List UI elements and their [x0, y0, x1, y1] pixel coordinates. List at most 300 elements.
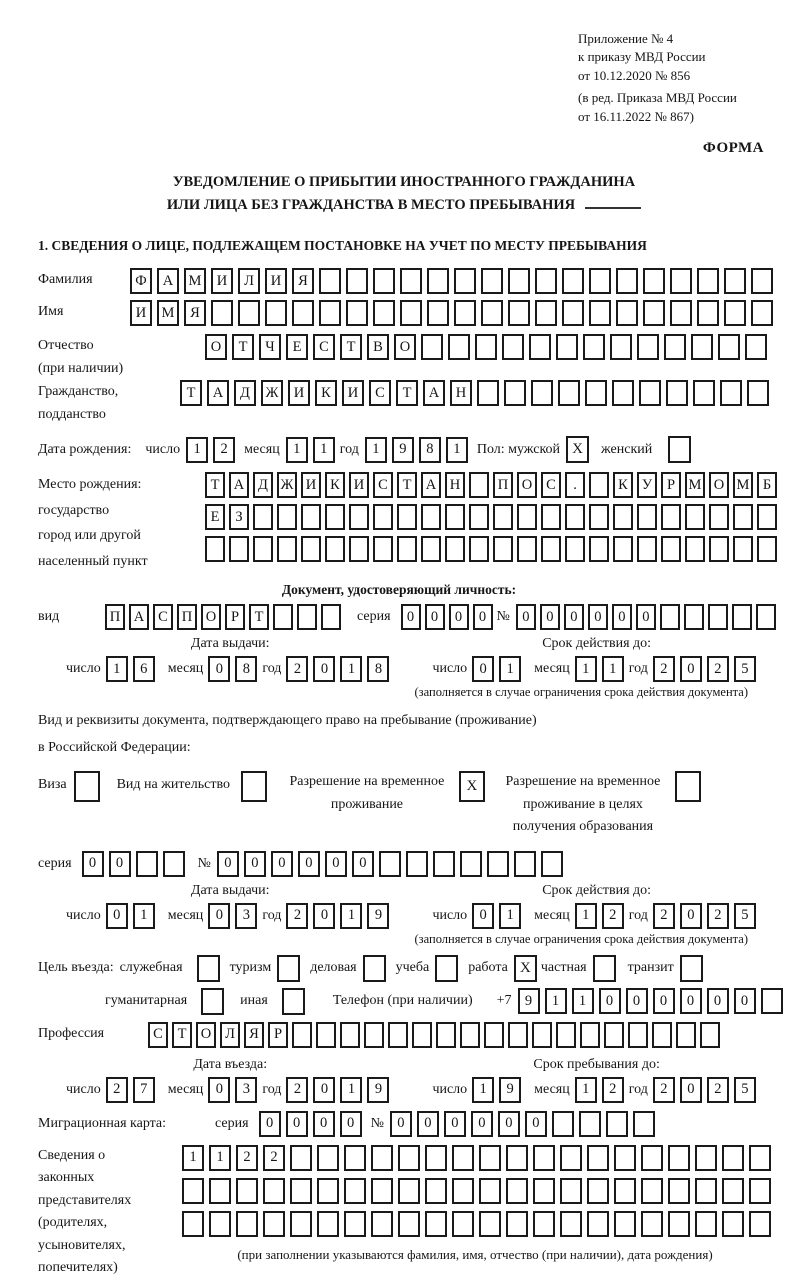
char-cell[interactable]: 1: [472, 1077, 494, 1103]
char-cell[interactable]: [517, 536, 537, 562]
char-cell[interactable]: [493, 536, 513, 562]
char-cell[interactable]: [290, 1178, 312, 1204]
char-cell[interactable]: [379, 851, 401, 877]
char-cell[interactable]: [397, 536, 417, 562]
char-cell[interactable]: [321, 604, 341, 630]
char-cell[interactable]: 9: [367, 903, 389, 929]
char-cell[interactable]: [613, 536, 633, 562]
char-cell[interactable]: 0: [653, 988, 675, 1014]
char-cell[interactable]: 0: [472, 903, 494, 929]
char-cell[interactable]: 1: [499, 903, 521, 929]
char-cell[interactable]: К: [325, 472, 345, 498]
char-cell[interactable]: [666, 380, 688, 406]
char-cell[interactable]: [541, 536, 561, 562]
char-cell[interactable]: 0: [540, 604, 560, 630]
purpose-transit-checkbox[interactable]: [680, 955, 703, 982]
char-cell[interactable]: [676, 1022, 696, 1048]
char-cell[interactable]: [506, 1211, 528, 1237]
char-cell[interactable]: Я: [184, 300, 206, 326]
char-cell[interactable]: [633, 1111, 655, 1137]
purpose-commercial-checkbox[interactable]: [363, 955, 386, 982]
char-cell[interactable]: [425, 1145, 447, 1171]
char-cell[interactable]: [373, 268, 395, 294]
char-cell[interactable]: 0: [313, 1111, 335, 1137]
char-cell[interactable]: Ч: [259, 334, 281, 360]
char-cell[interactable]: [508, 300, 530, 326]
char-cell[interactable]: 5: [734, 903, 756, 929]
char-cell[interactable]: 9: [499, 1077, 521, 1103]
char-cell[interactable]: [616, 300, 638, 326]
char-cell[interactable]: О: [517, 472, 537, 498]
char-cell[interactable]: Т: [232, 334, 254, 360]
char-cell[interactable]: 0: [417, 1111, 439, 1137]
char-cell[interactable]: [277, 536, 297, 562]
char-cell[interactable]: [720, 380, 742, 406]
char-cell[interactable]: [364, 1022, 384, 1048]
char-cell[interactable]: [585, 380, 607, 406]
char-cell[interactable]: 1: [286, 437, 308, 463]
char-cell[interactable]: [580, 1022, 600, 1048]
char-cell[interactable]: И: [211, 268, 233, 294]
char-cell[interactable]: 0: [588, 604, 608, 630]
char-cell[interactable]: [346, 300, 368, 326]
char-cell[interactable]: [587, 1178, 609, 1204]
char-cell[interactable]: [756, 604, 776, 630]
char-cell[interactable]: К: [613, 472, 633, 498]
char-cell[interactable]: [751, 268, 773, 294]
char-cell[interactable]: [481, 268, 503, 294]
char-cell[interactable]: [388, 1022, 408, 1048]
char-cell[interactable]: [637, 536, 657, 562]
char-cell[interactable]: Т: [340, 334, 362, 360]
char-cell[interactable]: [301, 504, 321, 530]
char-cell[interactable]: [425, 1211, 447, 1237]
char-cell[interactable]: [236, 1211, 258, 1237]
char-cell[interactable]: 0: [208, 1077, 230, 1103]
char-cell[interactable]: 2: [707, 903, 729, 929]
char-cell[interactable]: [344, 1145, 366, 1171]
char-cell[interactable]: 0: [340, 1111, 362, 1137]
char-cell[interactable]: [529, 334, 551, 360]
char-cell[interactable]: [589, 300, 611, 326]
char-cell[interactable]: [325, 536, 345, 562]
char-cell[interactable]: [484, 1022, 504, 1048]
char-cell[interactable]: В: [367, 334, 389, 360]
char-cell[interactable]: [533, 1211, 555, 1237]
char-cell[interactable]: Д: [234, 380, 256, 406]
char-cell[interactable]: Р: [661, 472, 681, 498]
char-cell[interactable]: [637, 504, 657, 530]
char-cell[interactable]: 0: [680, 988, 702, 1014]
char-cell[interactable]: Е: [286, 334, 308, 360]
char-cell[interactable]: 0: [313, 903, 335, 929]
purpose-study-checkbox[interactable]: [435, 955, 458, 982]
char-cell[interactable]: 2: [602, 1077, 624, 1103]
char-cell[interactable]: [693, 380, 715, 406]
char-cell[interactable]: [277, 504, 297, 530]
char-cell[interactable]: [639, 380, 661, 406]
char-cell[interactable]: [479, 1178, 501, 1204]
char-cell[interactable]: [263, 1211, 285, 1237]
char-cell[interactable]: [614, 1211, 636, 1237]
char-cell[interactable]: [643, 268, 665, 294]
char-cell[interactable]: [558, 380, 580, 406]
char-cell[interactable]: [229, 536, 249, 562]
char-cell[interactable]: 0: [313, 656, 335, 682]
char-cell[interactable]: [660, 604, 680, 630]
char-cell[interactable]: [614, 1178, 636, 1204]
char-cell[interactable]: [344, 1178, 366, 1204]
char-cell[interactable]: Т: [397, 472, 417, 498]
char-cell[interactable]: [670, 300, 692, 326]
char-cell[interactable]: [371, 1145, 393, 1171]
char-cell[interactable]: [427, 300, 449, 326]
char-cell[interactable]: [724, 268, 746, 294]
char-cell[interactable]: Я: [292, 268, 314, 294]
char-cell[interactable]: Ж: [261, 380, 283, 406]
char-cell[interactable]: [346, 268, 368, 294]
char-cell[interactable]: [562, 268, 584, 294]
char-cell[interactable]: 0: [498, 1111, 520, 1137]
char-cell[interactable]: 1: [572, 988, 594, 1014]
char-cell[interactable]: [643, 300, 665, 326]
char-cell[interactable]: 3: [235, 903, 257, 929]
char-cell[interactable]: 0: [680, 903, 702, 929]
char-cell[interactable]: 0: [626, 988, 648, 1014]
char-cell[interactable]: [371, 1211, 393, 1237]
char-cell[interactable]: [751, 300, 773, 326]
char-cell[interactable]: [637, 334, 659, 360]
char-cell[interactable]: [317, 1211, 339, 1237]
char-cell[interactable]: 1: [365, 437, 387, 463]
char-cell[interactable]: [757, 536, 777, 562]
char-cell[interactable]: [273, 604, 293, 630]
char-cell[interactable]: [421, 334, 443, 360]
char-cell[interactable]: [319, 300, 341, 326]
char-cell[interactable]: [253, 504, 273, 530]
char-cell[interactable]: Т: [205, 472, 225, 498]
char-cell[interactable]: 0: [208, 656, 230, 682]
char-cell[interactable]: [292, 1022, 312, 1048]
char-cell[interactable]: [535, 300, 557, 326]
char-cell[interactable]: [340, 1022, 360, 1048]
char-cell[interactable]: [373, 504, 393, 530]
char-cell[interactable]: 3: [235, 1077, 257, 1103]
char-cell[interactable]: [589, 536, 609, 562]
char-cell[interactable]: [556, 1022, 576, 1048]
char-cell[interactable]: 0: [680, 656, 702, 682]
char-cell[interactable]: [479, 1211, 501, 1237]
char-cell[interactable]: [398, 1211, 420, 1237]
char-cell[interactable]: [641, 1178, 663, 1204]
char-cell[interactable]: [421, 504, 441, 530]
char-cell[interactable]: [398, 1145, 420, 1171]
residence-permit-checkbox[interactable]: [241, 771, 267, 802]
char-cell[interactable]: 1: [575, 1077, 597, 1103]
char-cell[interactable]: 0: [271, 851, 293, 877]
char-cell[interactable]: 0: [636, 604, 656, 630]
char-cell[interactable]: 0: [286, 1111, 308, 1137]
char-cell[interactable]: С: [313, 334, 335, 360]
char-cell[interactable]: 0: [599, 988, 621, 1014]
char-cell[interactable]: П: [177, 604, 197, 630]
char-cell[interactable]: [506, 1178, 528, 1204]
char-cell[interactable]: [292, 300, 314, 326]
char-cell[interactable]: 2: [653, 903, 675, 929]
char-cell[interactable]: 0: [707, 988, 729, 1014]
char-cell[interactable]: 6: [133, 656, 155, 682]
char-cell[interactable]: 2: [707, 656, 729, 682]
char-cell[interactable]: У: [637, 472, 657, 498]
char-cell[interactable]: [670, 268, 692, 294]
char-cell[interactable]: [709, 536, 729, 562]
char-cell[interactable]: Е: [205, 504, 225, 530]
char-cell[interactable]: И: [301, 472, 321, 498]
char-cell[interactable]: 0: [444, 1111, 466, 1137]
char-cell[interactable]: [613, 504, 633, 530]
char-cell[interactable]: [685, 504, 705, 530]
char-cell[interactable]: [398, 1178, 420, 1204]
char-cell[interactable]: [732, 604, 752, 630]
char-cell[interactable]: [236, 1178, 258, 1204]
char-cell[interactable]: [263, 1178, 285, 1204]
char-cell[interactable]: [319, 268, 341, 294]
char-cell[interactable]: Л: [238, 268, 260, 294]
char-cell[interactable]: М: [685, 472, 705, 498]
char-cell[interactable]: [373, 536, 393, 562]
char-cell[interactable]: 1: [575, 903, 597, 929]
char-cell[interactable]: 1: [186, 437, 208, 463]
char-cell[interactable]: И: [342, 380, 364, 406]
char-cell[interactable]: [668, 1211, 690, 1237]
char-cell[interactable]: [722, 1178, 744, 1204]
char-cell[interactable]: 0: [564, 604, 584, 630]
char-cell[interactable]: 0: [325, 851, 347, 877]
char-cell[interactable]: А: [207, 380, 229, 406]
char-cell[interactable]: 1: [499, 656, 521, 682]
char-cell[interactable]: [587, 1211, 609, 1237]
char-cell[interactable]: И: [130, 300, 152, 326]
char-cell[interactable]: [421, 536, 441, 562]
char-cell[interactable]: 0: [472, 656, 494, 682]
char-cell[interactable]: Я: [244, 1022, 264, 1048]
char-cell[interactable]: [695, 1211, 717, 1237]
char-cell[interactable]: [433, 851, 455, 877]
char-cell[interactable]: [397, 504, 417, 530]
char-cell[interactable]: [475, 334, 497, 360]
char-cell[interactable]: [454, 268, 476, 294]
char-cell[interactable]: [745, 334, 767, 360]
char-cell[interactable]: [606, 1111, 628, 1137]
char-cell[interactable]: Н: [450, 380, 472, 406]
char-cell[interactable]: [508, 268, 530, 294]
char-cell[interactable]: 1: [575, 656, 597, 682]
char-cell[interactable]: 8: [235, 656, 257, 682]
char-cell[interactable]: [504, 380, 526, 406]
char-cell[interactable]: [589, 472, 609, 498]
char-cell[interactable]: [445, 504, 465, 530]
char-cell[interactable]: [685, 536, 705, 562]
char-cell[interactable]: 0: [525, 1111, 547, 1137]
purpose-other-checkbox[interactable]: [282, 988, 305, 1015]
char-cell[interactable]: 2: [286, 1077, 308, 1103]
char-cell[interactable]: 1: [133, 903, 155, 929]
char-cell[interactable]: [761, 988, 783, 1014]
char-cell[interactable]: 5: [734, 1077, 756, 1103]
char-cell[interactable]: И: [288, 380, 310, 406]
char-cell[interactable]: [205, 536, 225, 562]
char-cell[interactable]: [708, 604, 728, 630]
char-cell[interactable]: [541, 851, 563, 877]
char-cell[interactable]: [733, 504, 753, 530]
char-cell[interactable]: [325, 504, 345, 530]
char-cell[interactable]: [209, 1211, 231, 1237]
char-cell[interactable]: 0: [471, 1111, 493, 1137]
char-cell[interactable]: [652, 1022, 672, 1048]
char-cell[interactable]: [695, 1178, 717, 1204]
char-cell[interactable]: [317, 1145, 339, 1171]
char-cell[interactable]: [749, 1178, 771, 1204]
purpose-tourism-checkbox[interactable]: [277, 955, 300, 982]
char-cell[interactable]: 8: [367, 656, 389, 682]
temp-residence-education-checkbox[interactable]: [675, 771, 701, 802]
purpose-work-checkbox[interactable]: X: [514, 955, 537, 982]
char-cell[interactable]: [469, 504, 489, 530]
char-cell[interactable]: [684, 604, 704, 630]
char-cell[interactable]: [616, 268, 638, 294]
char-cell[interactable]: 2: [286, 656, 308, 682]
char-cell[interactable]: [604, 1022, 624, 1048]
char-cell[interactable]: А: [421, 472, 441, 498]
purpose-humanitarian-checkbox[interactable]: [201, 988, 224, 1015]
char-cell[interactable]: [406, 851, 428, 877]
char-cell[interactable]: [371, 1178, 393, 1204]
char-cell[interactable]: [452, 1211, 474, 1237]
char-cell[interactable]: 0: [298, 851, 320, 877]
char-cell[interactable]: 2: [602, 903, 624, 929]
char-cell[interactable]: [445, 536, 465, 562]
char-cell[interactable]: [718, 334, 740, 360]
char-cell[interactable]: [722, 1211, 744, 1237]
char-cell[interactable]: [514, 851, 536, 877]
char-cell[interactable]: Ж: [277, 472, 297, 498]
char-cell[interactable]: [373, 300, 395, 326]
char-cell[interactable]: 1: [340, 656, 362, 682]
char-cell[interactable]: [612, 380, 634, 406]
char-cell[interactable]: Б: [757, 472, 777, 498]
char-cell[interactable]: [211, 300, 233, 326]
char-cell[interactable]: 7: [133, 1077, 155, 1103]
char-cell[interactable]: [556, 334, 578, 360]
char-cell[interactable]: [400, 268, 422, 294]
char-cell[interactable]: [209, 1178, 231, 1204]
char-cell[interactable]: [700, 1022, 720, 1048]
char-cell[interactable]: [265, 300, 287, 326]
char-cell[interactable]: [664, 334, 686, 360]
char-cell[interactable]: [535, 268, 557, 294]
char-cell[interactable]: 0: [109, 851, 131, 877]
char-cell[interactable]: [182, 1211, 204, 1237]
char-cell[interactable]: [502, 334, 524, 360]
char-cell[interactable]: [562, 300, 584, 326]
char-cell[interactable]: [589, 268, 611, 294]
sex-female-checkbox[interactable]: [668, 436, 691, 463]
char-cell[interactable]: И: [265, 268, 287, 294]
char-cell[interactable]: 0: [313, 1077, 335, 1103]
char-cell[interactable]: [436, 1022, 456, 1048]
char-cell[interactable]: [628, 1022, 648, 1048]
char-cell[interactable]: [469, 472, 489, 498]
char-cell[interactable]: 0: [244, 851, 266, 877]
char-cell[interactable]: 1: [340, 1077, 362, 1103]
char-cell[interactable]: М: [733, 472, 753, 498]
char-cell[interactable]: [469, 536, 489, 562]
char-cell[interactable]: 0: [82, 851, 104, 877]
char-cell[interactable]: [460, 1022, 480, 1048]
char-cell[interactable]: [722, 1145, 744, 1171]
char-cell[interactable]: С: [373, 472, 393, 498]
char-cell[interactable]: 0: [208, 903, 230, 929]
char-cell[interactable]: [695, 1145, 717, 1171]
char-cell[interactable]: А: [157, 268, 179, 294]
char-cell[interactable]: М: [184, 268, 206, 294]
visa-checkbox[interactable]: [74, 771, 100, 802]
purpose-private-checkbox[interactable]: [593, 955, 616, 982]
char-cell[interactable]: 8: [419, 437, 441, 463]
char-cell[interactable]: [583, 334, 605, 360]
char-cell[interactable]: Т: [180, 380, 202, 406]
char-cell[interactable]: 0: [352, 851, 374, 877]
char-cell[interactable]: [709, 504, 729, 530]
purpose-business-checkbox[interactable]: [197, 955, 220, 982]
char-cell[interactable]: [661, 504, 681, 530]
char-cell[interactable]: [614, 1145, 636, 1171]
char-cell[interactable]: 0: [449, 604, 469, 630]
char-cell[interactable]: [533, 1145, 555, 1171]
char-cell[interactable]: 0: [473, 604, 493, 630]
char-cell[interactable]: [565, 504, 585, 530]
char-cell[interactable]: Н: [445, 472, 465, 498]
char-cell[interactable]: [668, 1178, 690, 1204]
char-cell[interactable]: [454, 300, 476, 326]
char-cell[interactable]: [747, 380, 769, 406]
char-cell[interactable]: [182, 1178, 204, 1204]
char-cell[interactable]: 2: [707, 1077, 729, 1103]
char-cell[interactable]: [668, 1145, 690, 1171]
char-cell[interactable]: 1: [209, 1145, 231, 1171]
char-cell[interactable]: 1: [106, 656, 128, 682]
char-cell[interactable]: [560, 1145, 582, 1171]
temp-residence-checkbox[interactable]: X: [459, 771, 485, 802]
char-cell[interactable]: Ф: [130, 268, 152, 294]
char-cell[interactable]: З: [229, 504, 249, 530]
char-cell[interactable]: 2: [213, 437, 235, 463]
char-cell[interactable]: [460, 851, 482, 877]
char-cell[interactable]: 0: [734, 988, 756, 1014]
char-cell[interactable]: [136, 851, 158, 877]
char-cell[interactable]: [317, 1178, 339, 1204]
char-cell[interactable]: [531, 380, 553, 406]
char-cell[interactable]: 0: [259, 1111, 281, 1137]
char-cell[interactable]: [661, 536, 681, 562]
char-cell[interactable]: А: [423, 380, 445, 406]
char-cell[interactable]: С: [541, 472, 561, 498]
char-cell[interactable]: [691, 334, 713, 360]
char-cell[interactable]: [253, 536, 273, 562]
char-cell[interactable]: [724, 300, 746, 326]
char-cell[interactable]: 2: [106, 1077, 128, 1103]
char-cell[interactable]: [448, 334, 470, 360]
